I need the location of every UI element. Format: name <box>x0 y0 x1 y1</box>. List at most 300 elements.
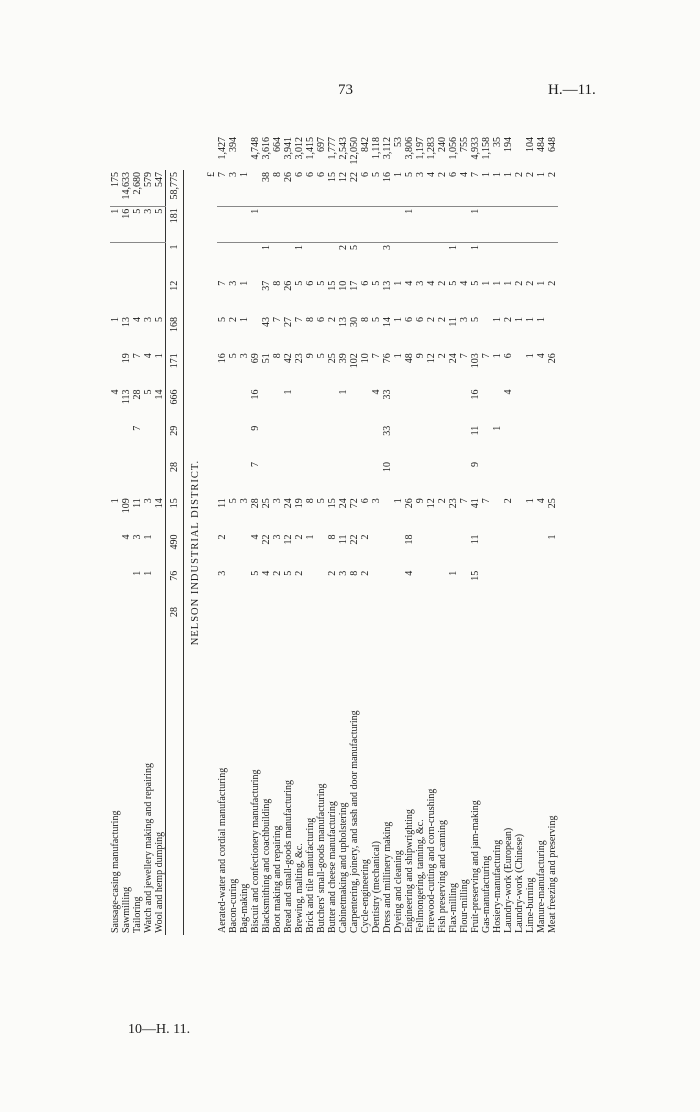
table-cell <box>228 460 239 496</box>
table-cell <box>338 206 349 242</box>
table-cell: 175 <box>110 170 121 206</box>
table-cell: 1 <box>492 280 503 286</box>
table-cell: 1 <box>393 280 404 286</box>
industry-name: Bread and small-goods manufacturing <box>283 779 294 933</box>
table-cell: 1 <box>305 534 316 540</box>
table-cell: 2 <box>547 170 558 206</box>
table-cell: 4 <box>261 570 272 576</box>
table-cell: 23 <box>448 498 459 509</box>
table-cell <box>239 243 250 279</box>
table-cell <box>349 206 360 242</box>
table-cell <box>382 533 393 569</box>
table-cell <box>110 279 121 315</box>
table-cell <box>228 243 239 279</box>
table-cell <box>228 533 239 569</box>
table-row <box>382 135 393 935</box>
table-cell <box>327 460 338 496</box>
table-cell <box>514 496 525 532</box>
table-cell <box>272 243 283 279</box>
table-cell <box>250 279 261 315</box>
table-cell: 6 <box>360 280 371 286</box>
table-cell: 9 <box>415 353 426 359</box>
table-row <box>371 135 382 935</box>
table-cell: 2 <box>338 245 349 250</box>
table-cell: 19 <box>121 353 132 364</box>
table-cell <box>547 206 558 242</box>
table-cell: 11 <box>448 317 459 327</box>
table-cell: 39 <box>338 353 349 364</box>
table-cell: 1 <box>250 206 261 242</box>
unit-row <box>205 135 217 935</box>
table-cell: 2 <box>294 570 305 576</box>
industry-name: Cycle-engineering <box>360 859 371 933</box>
table-cell: 7 <box>132 425 143 431</box>
table-cell: 1 <box>525 353 536 359</box>
industry-name: Wool and hemp dumping <box>154 831 165 933</box>
table-cell: 697 <box>316 137 327 152</box>
table-cell: 1,427 <box>217 137 228 160</box>
table-cell: 7 <box>470 170 481 206</box>
table-cell <box>283 460 294 496</box>
table-cell <box>294 388 305 424</box>
table-cell <box>239 533 250 569</box>
table-row <box>514 135 525 935</box>
table-cell <box>110 351 121 387</box>
table-cell: 1,158 <box>481 137 492 160</box>
table-cell: 3 <box>228 170 239 206</box>
table-cell: 15 <box>327 498 338 509</box>
table-cell: 42 <box>283 353 294 364</box>
table-cell: 3 <box>338 570 349 576</box>
table-cell <box>261 206 272 242</box>
table-cell <box>492 388 503 424</box>
table-cell: 2 <box>547 280 558 286</box>
table-cell: 18 <box>404 534 415 545</box>
table-cell <box>492 569 503 605</box>
document-reference: H.—11. <box>548 82 596 98</box>
table-cell <box>217 206 228 242</box>
table-cell: 38 <box>261 170 272 206</box>
industry-name: Lime-burning <box>525 877 536 933</box>
table-cell: 3 <box>371 498 382 504</box>
table-cell <box>239 388 250 424</box>
industry-name: Fellmongering, tanning, &c. <box>415 819 426 933</box>
table-cell: 9 <box>305 353 316 359</box>
table-row <box>316 135 327 935</box>
table-cell <box>514 460 525 496</box>
table-cell <box>525 243 536 279</box>
table-cell: 3,112 <box>382 137 393 160</box>
table-cell <box>547 315 558 351</box>
table-cell: 1 <box>143 570 154 576</box>
district-rows <box>217 135 558 935</box>
table-cell <box>250 315 261 351</box>
table-cell: 33 <box>382 389 393 400</box>
industry-name: Engineering and shipwrighting <box>404 809 415 933</box>
table-cell: 26 <box>283 170 294 206</box>
table-cell <box>547 243 558 279</box>
total-cell: 12 <box>166 279 184 315</box>
table-cell: 1 <box>393 498 404 504</box>
table-cell: 26 <box>547 353 558 364</box>
industry-name: Butter and cheese manufacturing <box>327 801 338 933</box>
table-cell: 1 <box>547 534 558 540</box>
table-cell <box>143 279 154 315</box>
table-cell: 648 <box>547 137 558 152</box>
table-cell <box>393 460 404 496</box>
table-cell: 2 <box>272 570 283 576</box>
table-cell: 24 <box>448 353 459 364</box>
table-cell: 19 <box>294 498 305 509</box>
table-cell <box>349 460 360 496</box>
table-cell: 5 <box>404 170 415 206</box>
table-cell: 13 <box>121 317 132 327</box>
table-cell: 35 <box>492 137 503 147</box>
table-cell <box>547 424 558 460</box>
table-cell: 547 <box>154 170 166 206</box>
table-row <box>404 135 415 935</box>
table-cell <box>459 569 470 605</box>
table-cell: 28 <box>250 498 261 509</box>
table-cell: 394 <box>228 137 239 152</box>
table-cell <box>525 206 536 242</box>
table-cell: 4 <box>143 353 154 359</box>
totals-row <box>166 135 184 935</box>
table-cell <box>525 569 536 605</box>
table-cell: 1,056 <box>448 137 459 160</box>
industry-name: Carpentering, joinery, and sash and door manufacturing <box>349 710 360 933</box>
table-cell <box>536 243 547 279</box>
industries-table <box>110 135 558 935</box>
table-cell <box>316 460 327 496</box>
table-cell: 3 <box>132 534 143 540</box>
table-cell: 16 <box>250 389 261 400</box>
table-cell <box>514 388 525 424</box>
table-cell: 2 <box>525 280 536 286</box>
total-cell: 76 <box>166 569 184 605</box>
table-cell <box>349 424 360 460</box>
table-cell <box>393 388 404 424</box>
table-cell: 7 <box>250 462 261 467</box>
table-cell: 3 <box>143 206 154 242</box>
top-rows <box>110 135 166 935</box>
table-cell <box>525 533 536 569</box>
table-cell: 5 <box>228 353 239 359</box>
table-cell <box>283 206 294 242</box>
table-cell: 17 <box>349 280 360 291</box>
table-cell: 11 <box>470 534 481 545</box>
industry-name: Boot making and repairing <box>272 825 283 933</box>
table-cell: 3 <box>143 498 154 504</box>
table-cell: 11 <box>338 534 349 545</box>
table-cell <box>360 206 371 242</box>
table-cell <box>261 460 272 496</box>
table-cell <box>316 533 327 569</box>
table-cell: 28 <box>132 389 143 400</box>
total-cell: 168 <box>166 315 184 351</box>
industry-name: Bacon-curing <box>228 878 239 933</box>
table-cell: 194 <box>503 137 514 152</box>
table-cell: 5 <box>316 353 327 359</box>
table-cell: 10 <box>338 280 349 291</box>
table-cell: 2 <box>426 317 437 322</box>
table-cell <box>294 206 305 242</box>
table-cell <box>426 460 437 496</box>
table-cell: 1 <box>525 498 536 504</box>
table-cell: 7 <box>481 498 492 504</box>
table-row <box>261 135 272 935</box>
table-cell: 14 <box>154 498 165 509</box>
table-cell <box>536 424 547 460</box>
table-cell: 4 <box>404 570 415 576</box>
table-cell <box>143 424 154 460</box>
table-cell: 1 <box>338 389 349 395</box>
table-cell <box>448 388 459 424</box>
table-cell: 1,118 <box>371 137 382 160</box>
table-cell <box>121 424 132 460</box>
table-cell: 109 <box>121 498 132 514</box>
table-cell <box>415 569 426 605</box>
table-cell: 4 <box>132 317 143 322</box>
table-cell <box>217 460 228 496</box>
table-cell <box>250 243 261 279</box>
table-cell: 9 <box>415 498 426 504</box>
table-cell <box>514 206 525 242</box>
table-cell <box>316 569 327 605</box>
table-cell: 1 <box>239 317 250 322</box>
table-cell: 1 <box>143 534 154 540</box>
table-cell: 5 <box>294 280 305 286</box>
table-cell: 12 <box>426 353 437 364</box>
table-cell: 1,283 <box>426 137 437 160</box>
table-row <box>525 135 536 935</box>
table-row <box>426 135 437 935</box>
table-cell <box>154 569 166 605</box>
table-cell: 4,933 <box>470 137 481 160</box>
total-cell: 29 <box>166 424 184 460</box>
table-cell <box>525 460 536 496</box>
table-cell: 5 <box>349 245 360 250</box>
table-cell: 6 <box>448 170 459 206</box>
table-cell <box>272 388 283 424</box>
table-cell: 2 <box>327 570 338 576</box>
table-cell: 1 <box>261 245 272 250</box>
table-cell: 7 <box>371 353 382 359</box>
table-cell: 1 <box>393 170 404 206</box>
table-cell: 7 <box>132 353 143 359</box>
total-cell: 28 <box>166 460 184 496</box>
table-cell: 30 <box>349 317 360 327</box>
table-cell: 1 <box>154 353 165 359</box>
table-cell <box>110 424 121 460</box>
table-cell: 26 <box>404 498 415 509</box>
table-cell <box>121 569 132 605</box>
table-cell: 1 <box>503 170 514 206</box>
industry-name: Gas-manufacturing <box>481 855 492 933</box>
total-cell: 171 <box>166 351 184 387</box>
table-cell: 16 <box>217 353 228 364</box>
table-cell: 103 <box>470 353 481 369</box>
table-cell <box>503 569 514 605</box>
table-cell <box>404 243 415 279</box>
table-cell: 3 <box>143 317 154 322</box>
table-cell <box>547 569 558 605</box>
table-cell <box>514 424 525 460</box>
table-cell: 3 <box>217 570 228 576</box>
table-cell <box>481 460 492 496</box>
table-cell: 5 <box>448 280 459 286</box>
table-cell <box>360 460 371 496</box>
table-cell <box>536 206 547 242</box>
table-cell <box>514 533 525 569</box>
table-cell <box>143 460 154 496</box>
table-cell: 15 <box>327 170 338 206</box>
table-cell: 33 <box>382 425 393 436</box>
table-cell <box>305 243 316 279</box>
table-cell: 3 <box>239 498 250 504</box>
table-cell <box>525 424 536 460</box>
table-cell <box>305 424 316 460</box>
table-cell <box>110 533 121 569</box>
table-cell <box>514 135 525 170</box>
table-cell <box>305 569 316 605</box>
table-cell: 5 <box>470 280 481 286</box>
table-cell <box>503 206 514 242</box>
table-cell <box>217 388 228 424</box>
table-cell: 8 <box>272 170 283 206</box>
table-cell <box>426 243 437 279</box>
total-cell: 15 <box>166 496 184 532</box>
table-cell: 1 <box>481 170 492 206</box>
table-cell: 1 <box>492 425 503 431</box>
table-cell <box>154 279 166 315</box>
table-cell <box>437 243 448 279</box>
footer-reference: 10—H. 11. <box>128 1022 191 1037</box>
table-cell <box>404 424 415 460</box>
table-cell <box>360 424 371 460</box>
table-cell: 7 <box>481 353 492 359</box>
table-cell <box>305 460 316 496</box>
table-cell: 6 <box>360 170 371 206</box>
table-cell: 2 <box>525 170 536 206</box>
table-cell: 8 <box>272 280 283 286</box>
table-cell <box>437 388 448 424</box>
total-cell: 1 <box>166 243 184 279</box>
table-cell: 240 <box>437 137 448 152</box>
table-cell: 5 <box>470 317 481 322</box>
industry-name: Sawmilling <box>121 886 132 933</box>
table-cell: 1 <box>404 206 415 242</box>
table-cell <box>132 243 143 279</box>
table-cell <box>448 533 459 569</box>
table-cell <box>437 533 448 569</box>
table-cell: 484 <box>536 137 547 152</box>
table-cell: 23 <box>294 353 305 364</box>
table-cell <box>228 388 239 424</box>
table-cell <box>459 388 470 424</box>
table-cell <box>294 424 305 460</box>
table-cell <box>316 388 327 424</box>
table-cell: 4 <box>459 280 470 286</box>
table-cell: 5 <box>283 570 294 576</box>
industry-name: Meat freezing and preserving <box>547 815 558 933</box>
table-cell: 2 <box>327 317 338 322</box>
table-cell: 4 <box>371 389 382 395</box>
table-cell <box>250 170 261 206</box>
table-cell: 26 <box>283 280 294 291</box>
table-cell <box>382 496 393 532</box>
table-cell: 16 <box>382 170 393 206</box>
table-cell: 43 <box>261 317 272 327</box>
table-cell <box>525 388 536 424</box>
table-cell: 22 <box>349 170 360 206</box>
table-cell <box>448 460 459 496</box>
table-cell: 2 <box>514 280 525 286</box>
table-cell <box>492 533 503 569</box>
table-cell: 664 <box>272 137 283 152</box>
table-cell <box>426 533 437 569</box>
industry-name: Biscuit and confectionery manufacturing <box>250 769 261 933</box>
section-header-row <box>184 135 206 935</box>
table-row <box>536 135 547 935</box>
table-cell: 3 <box>459 317 470 322</box>
table-cell <box>415 424 426 460</box>
table-cell: 1 <box>536 280 547 286</box>
table-cell <box>503 460 514 496</box>
table-row <box>132 135 143 935</box>
total-cell: 490 <box>166 533 184 569</box>
table-cell <box>448 206 459 242</box>
table-cell: 1 <box>492 170 503 206</box>
table-cell <box>503 533 514 569</box>
table-cell <box>154 533 166 569</box>
table-cell: 3,941 <box>283 137 294 160</box>
table-cell <box>426 206 437 242</box>
table-cell <box>514 569 525 605</box>
table-cell: 104 <box>525 137 536 152</box>
table-cell: 2,543 <box>338 137 349 160</box>
table-cell: 16 <box>470 389 481 400</box>
table-cell <box>371 424 382 460</box>
table-cell: 1 <box>470 206 481 242</box>
table-row <box>154 135 166 935</box>
table-cell: 2 <box>360 534 371 540</box>
table-cell <box>316 206 327 242</box>
table-cell <box>382 206 393 242</box>
table-cell: 22 <box>349 534 360 545</box>
table-cell <box>305 206 316 242</box>
industry-name: Hosiery-manufacturing <box>492 839 503 933</box>
table-cell: 14 <box>382 317 393 327</box>
table-cell: 6 <box>316 170 327 206</box>
table-row <box>250 135 261 935</box>
table-cell <box>426 569 437 605</box>
table-cell: 5 <box>371 317 382 322</box>
industry-name: Watch and jewellery making and repairing <box>143 763 154 933</box>
table-cell: 3,616 <box>261 137 272 160</box>
table-cell: 1 <box>110 317 121 322</box>
table-cell: 5 <box>132 206 143 242</box>
table-cell: 1 <box>110 498 121 504</box>
table-cell <box>514 351 525 387</box>
table-cell: 755 <box>459 137 470 152</box>
table-cell: 3 <box>415 170 426 206</box>
table-cell: 4 <box>250 534 261 540</box>
table-cell: 3,806 <box>404 137 415 160</box>
table-cell: 5 <box>217 317 228 322</box>
table-cell: 7 <box>272 317 283 322</box>
industry-name: Fish preserving and canning <box>437 819 448 933</box>
